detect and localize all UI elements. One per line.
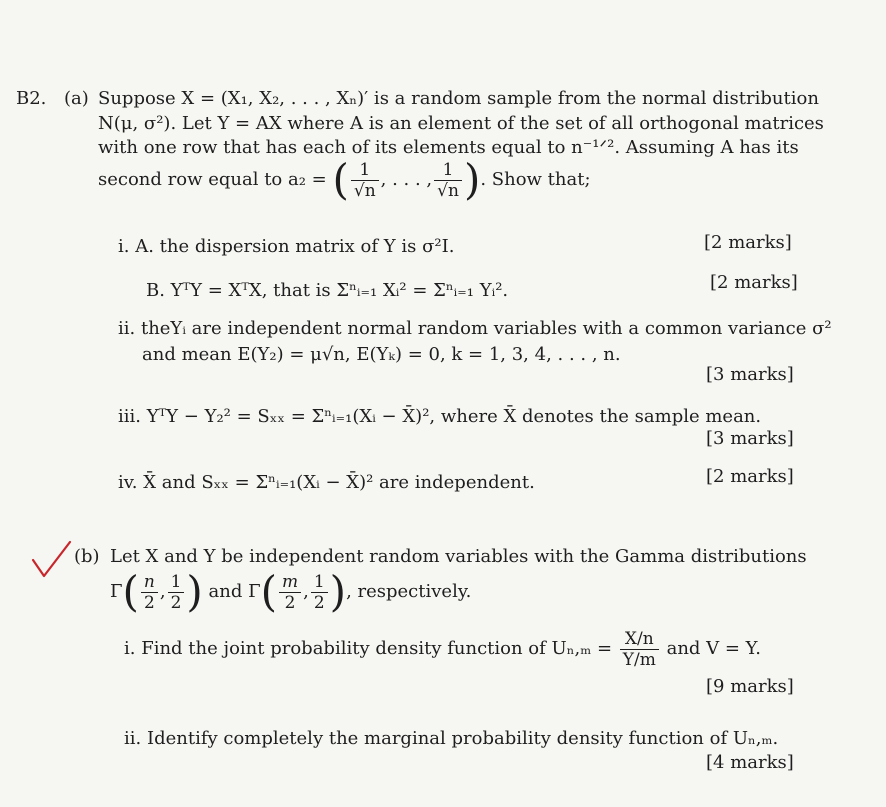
item-a-iv: iv. X̄ and Sₓₓ = Σⁿᵢ₌₁(Xᵢ − X̄)² are independent. [118,472,535,493]
gamma-1-left-paren: ( [122,567,139,616]
gamma-2-right-paren: ) [329,567,347,616]
item-a-i-A: i. A. the dispersion matrix of Y is σ²I. [118,236,455,257]
gamma-1-right-paren: ) [186,567,203,616]
gamma-1-frac-b-num: 1 [168,572,185,593]
item-b-i-post: and V = Y. [666,638,761,659]
fraction-1-numerator: 1 [351,160,379,181]
gamma-1-frac-b [168,572,185,613]
respectively-text: , respectively. [346,581,472,602]
marks-b-i: [9 marks] [706,676,794,697]
gamma-1-frac-a-num: n [141,572,158,593]
marks-a-i-B: [2 marks] [710,272,798,293]
marks-b-ii: [4 marks] [706,752,794,773]
item-b-ii: ii. Identify completely the marginal probability density function of Uₙ,ₘ. [124,728,779,749]
marks-a-i-A: [2 marks] [704,232,792,253]
u-fraction-denominator: Y/m [622,649,656,670]
part-a-label [64,88,89,110]
marks-a-ii: [3 marks] [706,364,794,385]
ellipsis: , . . . , [380,169,433,190]
marks-a-iii: [3 marks] [706,428,794,449]
item-a-ii-line-2: and mean E(Y₂) = μ√n, E(Yₖ) = 0, k = 1, 3, 4, . . . , n. [142,344,621,365]
gamma-2-frac-a-num: m [279,572,301,593]
part-b-line-1: Let X and Y be independent random variables with the Gamma distributions [110,546,807,567]
gamma-2-frac-b-den: 2 [313,592,325,613]
item-a-i-B: B. YᵀY = XᵀX, that is Σⁿᵢ₌₁ Xᵢ² = Σⁿᵢ₌₁ Yᵢ². [146,280,509,301]
part-a-line-4 [98,154,591,206]
gamma-2-left-paren: ( [260,567,277,616]
fraction-2-numerator: 1 [434,160,462,181]
gamma-symbol-1: Γ [110,581,123,602]
fraction-2 [434,160,462,201]
item-b-i [124,624,761,674]
gamma-2-frac-a [279,572,301,613]
a2-definition-text: second row equal to a₂ = [98,169,327,190]
part-b-gamma-line: Γ( $\frac{n}{2}$ , $\frac{1}{2}$ ) and Γ( $\frac{m}{2}$ , $\frac{1}{2}$ ), respectively. [110,567,472,616]
fraction-1-denominator: √n [353,180,376,201]
gamma-1-frac-b-den: 2 [170,592,182,613]
left-paren: ( [332,155,349,204]
part-b-label: (b) [74,546,100,567]
item-a-ii-line-1: ii. theYᵢ are independent normal random variables with a common variance σ² [118,318,832,339]
gamma-2-frac-a-den: 2 [284,592,296,613]
gamma-2-frac-b [311,572,328,613]
question-number: B2. [16,88,47,109]
part-a-marker: (a) [64,88,89,109]
checkmark-icon [30,538,74,582]
show-that-text: . Show that; [480,169,591,190]
gamma-1-frac-a [141,572,158,613]
item-b-i-text: i. Find the joint probability density function of Uₙ,ₘ = [124,638,613,659]
fraction-2-denominator: √n [437,180,459,201]
u-fraction [620,629,659,670]
part-a-line-1: Suppose X = (X₁, X₂, . . . , Xₙ)′ is a random sample from the normal distribution [98,88,819,109]
marks-a-iv: [2 marks] [706,466,794,487]
question-label [16,88,46,110]
gamma-2-frac-b-num: 1 [311,572,328,593]
item-a-iii: iii. YᵀY − Y₂² = Sₓₓ = Σⁿᵢ₌₁(Xᵢ − X̄)², where X̄ denotes the sample mean. [118,406,762,427]
and-gamma-text: and Γ [208,581,261,602]
fraction-1 [351,160,379,201]
gamma-1-frac-a-den: 2 [143,592,155,613]
u-fraction-numerator: X/n [620,629,659,650]
right-paren: ) [463,155,481,204]
part-a-line-3: with one row that has each of its elements equal to n⁻¹ᐟ². Assuming A has its [98,137,799,158]
part-a-line-2: N(μ, σ²). Let Y = AX where A is an element of the set of all orthogonal matrices [98,113,824,134]
